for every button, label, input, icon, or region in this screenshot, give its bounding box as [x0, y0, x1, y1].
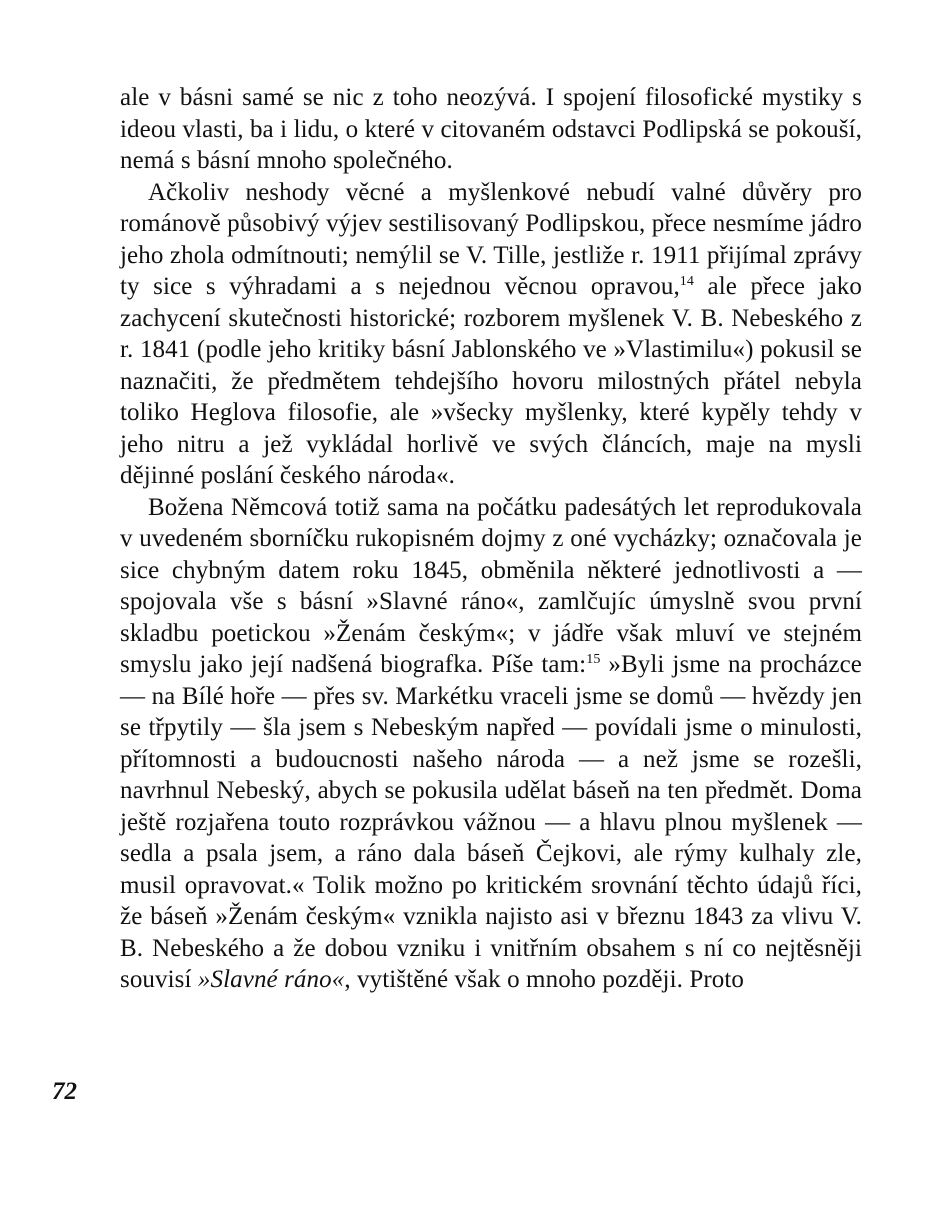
body-text	[120, 82, 862, 996]
paragraph-2-text-b: ale přece jako zachycení skutečnosti historické; rozborem myšlenek V. B. Nebeského z r. 1841 (podle jeho kritiky básní Jablonského ve »Vlastimilu«) pokusil se naznačiti, že předmětem tehdejšího hovoru milostných přátel nebyla toliko Heglova filosofie, ale »všecky myšlenky, které kypěly tehdy v jeho nitru a jež vykládal horlivě ve svých článcích, maje na mysli dějinné poslání českého národa«.	[120, 273, 862, 489]
paragraph-1-text: ale v básni samé se nic z toho neozývá. I spojení filosofické mystiky s ideou vlasti, ba i lidu, o které v citovaném odstavci Podlipská se pokouší, nemá s básní mnoho společného.	[120, 84, 862, 174]
page-number: 72	[52, 1078, 77, 1105]
poem-title-italic: »Slavné ráno«	[197, 966, 345, 993]
footnote-ref-15: 15	[586, 652, 601, 667]
paragraph-2-text-a: Ačkoliv neshody věcné a myšlenkové nebudí valné důvěry pro románově působivý výjev sestilisovaný Podlipskou, přece nesmíme jádro jeho zhola odmítnouti; nemýlil se V. Tille, jestliže r. 1911 přijímal zprávy ty sice s výhradami a s nejednou věcnou opravou,	[120, 178, 862, 300]
paragraph-3-text-c: , vytištěné však o mnoho později. Proto	[344, 966, 745, 993]
paragraph-3-text-b: »Byli jsme na procházce — na Bílé hoře — přes sv. Markétku vraceli jsme se domů — hvězdy jen se třpytily — šla jsem s Nebeským napřed — povídali jsme o minulosti, přítomnosti a budoucnosti našeho národa — a než jsme se rozešli, navrhnul Nebeský, abych se pokusila udělat báseň na ten předmět. Doma ještě rozjařena touto rozprávkou vážnou — a hlavu plnou myšlenek — sedla a psala jsem, a ráno dala báseň Čejkovi, ale rýmy kulhaly zle, musil opravovat.« Tolik možno po kritickém srovnání těchto údajů říci, že báseň »Ženám českým« vznikla najisto asi v březnu 1843 za vlivu V. B. Nebeského a že dobou vzniku i vnitřním obsahem s ní co nejtěsněji souvisí	[120, 651, 862, 993]
paragraph-2	[120, 177, 862, 492]
paragraph-1	[120, 82, 862, 177]
footnote-ref-14: 14	[679, 274, 694, 289]
paragraph-3	[120, 492, 862, 996]
paragraph-3-text-a: Božena Němcová totiž sama na počátku padesátých let reprodukovala v uvedeném sborníčku rukopisném dojmy z oné vycházky; označovala je sice chybným datem roku 1845, obměnila některé jednotlivosti a — spojovala vše s básní »Slavné ráno«, zamlčujíc úmyslně svou první skladbu poetickou »Ženám českým«; v jádře však mluví ve stejném smyslu jako její nadšená biografka. Píše tam:	[120, 493, 862, 678]
